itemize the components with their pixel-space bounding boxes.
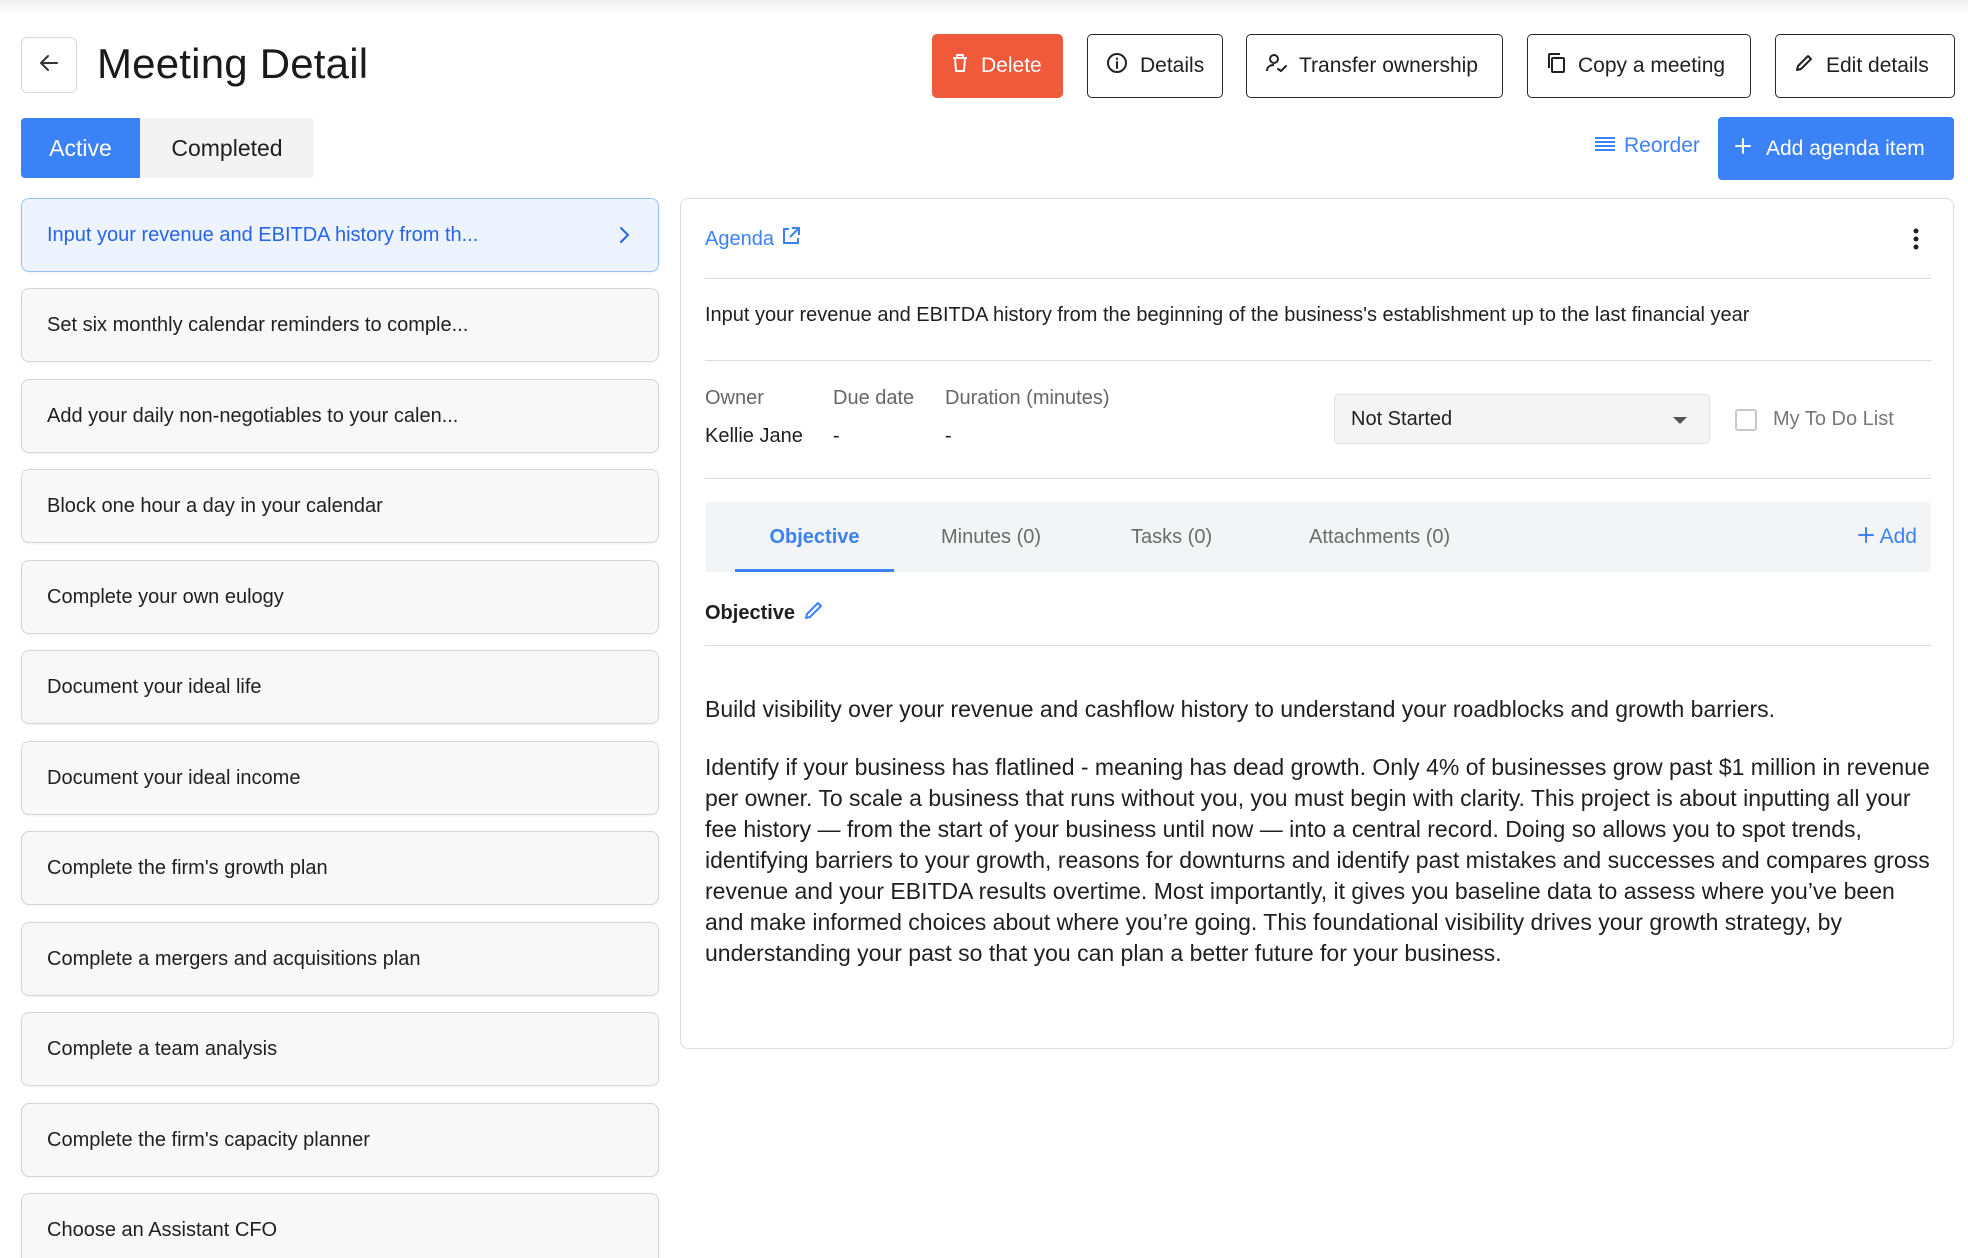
agenda-item[interactable] bbox=[21, 288, 659, 362]
tab-objective[interactable] bbox=[735, 502, 894, 572]
agenda-item[interactable] bbox=[21, 831, 659, 905]
agenda-item[interactable] bbox=[21, 379, 659, 453]
duration-label: Duration (minutes) bbox=[945, 387, 1110, 409]
agenda-detail-panel bbox=[680, 198, 1954, 1049]
agenda-item-label: Choose an Assistant CFO bbox=[47, 1218, 278, 1241]
agenda-item[interactable] bbox=[21, 922, 659, 996]
agenda-item-label: Document your ideal life bbox=[47, 675, 262, 698]
delete-label: Delete bbox=[981, 54, 1042, 77]
my-todo-list-checkbox[interactable] bbox=[1735, 408, 1894, 431]
agenda-item[interactable] bbox=[21, 1012, 659, 1086]
agenda-item-label: Complete the firm's growth plan bbox=[47, 856, 328, 879]
due-date-label: Due date bbox=[833, 387, 915, 409]
objective-heading-label: Objective bbox=[705, 601, 796, 624]
tab-minutes[interactable]: Minutes (0) bbox=[941, 525, 1042, 548]
edit-details-button[interactable] bbox=[1775, 34, 1955, 98]
edit-label: Edit details bbox=[1826, 54, 1929, 77]
divider bbox=[705, 478, 1931, 479]
owner-label: Owner bbox=[705, 387, 764, 409]
agenda-item[interactable] bbox=[21, 741, 659, 815]
agenda-item-label: Complete a team analysis bbox=[47, 1037, 278, 1060]
agenda-item-label: Set six monthly calendar reminders to comple... bbox=[47, 313, 469, 336]
agenda-item-label: Complete a mergers and acquisitions plan bbox=[47, 947, 421, 970]
copy-label: Copy a meeting bbox=[1578, 54, 1726, 77]
reorder-button[interactable] bbox=[1594, 134, 1700, 158]
agenda-item-label: Complete the firm's capacity planner bbox=[47, 1128, 370, 1151]
tab-completed[interactable]: Completed bbox=[140, 118, 314, 178]
plus-icon bbox=[1734, 137, 1752, 161]
chevron-right-icon bbox=[618, 225, 630, 251]
duration-value: - bbox=[945, 425, 952, 447]
add-button[interactable] bbox=[1858, 502, 1917, 572]
todo-label: My To Do List bbox=[1773, 408, 1894, 430]
details-button[interactable] bbox=[1087, 34, 1223, 98]
reorder-label: Reorder bbox=[1624, 134, 1700, 157]
add-agenda-item-button[interactable] bbox=[1718, 117, 1954, 180]
add-label: Add bbox=[1879, 525, 1917, 548]
add-agenda-label: Add agenda item bbox=[1766, 136, 1925, 160]
arrow-left-icon bbox=[37, 51, 61, 80]
agenda-item-label: Complete your own eulogy bbox=[47, 585, 284, 608]
divider bbox=[705, 278, 1931, 279]
plus-icon bbox=[1858, 525, 1874, 549]
agenda-item[interactable] bbox=[21, 469, 659, 543]
status-tabs bbox=[21, 118, 314, 178]
delete-button[interactable] bbox=[932, 34, 1063, 98]
agenda-item[interactable] bbox=[21, 1103, 659, 1177]
top-shadow bbox=[0, 0, 1968, 14]
objective-paragraph: Build visibility over your revenue and cashflow history to understand your roadblocks and growth barriers. bbox=[705, 696, 1776, 722]
copy-icon bbox=[1546, 52, 1566, 80]
tab-tasks[interactable]: Tasks (0) bbox=[1131, 525, 1213, 548]
agenda-item-label: Document your ideal income bbox=[47, 766, 301, 789]
external-link-icon bbox=[780, 225, 802, 253]
more-options-icon[interactable] bbox=[1911, 227, 1921, 251]
objective-paragraph: Identify if your business has flatlined - meaning has dead growth. Only 4% of businesses grow past $1 million in revenue per owner. To scale a business that runs without you, you must begin with clarity. This project is about inputting all your fee history — from the start of your business until now — into a central record. Doing so allows you to spot trends, identifying barriers to your growth, reasons for downturns and identify past mistakes and successes and compares gross revenue and your EBITDA results overtime. Most importantly, it gives you baseline data to assess where you’ve been and make informed choices about where you’re going. This foundational visibility drives your growth strategy, by understanding your past so that you can plan a better future for your business. bbox=[705, 754, 1930, 966]
due-date-value: - bbox=[833, 425, 840, 447]
agenda-link-label: Agenda bbox=[705, 227, 774, 250]
agenda-item[interactable] bbox=[21, 1193, 659, 1258]
detail-subtabs bbox=[705, 502, 1931, 572]
details-label: Details bbox=[1140, 54, 1205, 77]
transfer-label: Transfer ownership bbox=[1299, 54, 1478, 77]
transfer-ownership-button[interactable] bbox=[1246, 34, 1503, 98]
agenda-item-label: Input your revenue and EBITDA history from th... bbox=[47, 223, 479, 246]
agenda-item[interactable] bbox=[21, 560, 659, 634]
copy-meeting-button[interactable] bbox=[1527, 34, 1751, 98]
objective-heading bbox=[705, 599, 825, 627]
agenda-item-label: Block one hour a day in your calendar bbox=[47, 494, 383, 517]
user-transfer-icon bbox=[1265, 52, 1287, 80]
tab-objective-label: Objective bbox=[769, 525, 860, 548]
agenda-item-selected[interactable] bbox=[21, 198, 659, 272]
pencil-icon bbox=[1794, 53, 1814, 79]
tab-active[interactable]: Active bbox=[21, 118, 140, 178]
back-button[interactable] bbox=[21, 37, 77, 93]
divider bbox=[705, 360, 1931, 361]
caret-down-icon bbox=[1673, 417, 1687, 424]
agenda-item-label: Add your daily non-negotiables to your calen... bbox=[47, 404, 459, 427]
trash-icon bbox=[951, 53, 969, 79]
status-value: Not Started bbox=[1351, 407, 1453, 430]
page-title: Meeting Detail bbox=[97, 40, 369, 87]
agenda-link[interactable] bbox=[705, 225, 802, 253]
edit-pencil-icon[interactable] bbox=[803, 599, 825, 627]
divider bbox=[705, 645, 1931, 646]
tab-attachments[interactable]: Attachments (0) bbox=[1309, 525, 1451, 548]
info-icon bbox=[1106, 52, 1128, 80]
list-icon bbox=[1594, 134, 1616, 158]
agenda-item-title: Input your revenue and EBITDA history from the beginning of the business's establishment up to the last financial year bbox=[705, 304, 1750, 326]
owner-value: Kellie Jane bbox=[705, 425, 803, 447]
checkbox-box bbox=[1735, 409, 1757, 431]
agenda-item[interactable] bbox=[21, 650, 659, 724]
active-tab-indicator bbox=[735, 569, 894, 572]
status-select[interactable] bbox=[1334, 394, 1710, 444]
objective-body bbox=[705, 694, 1931, 996]
